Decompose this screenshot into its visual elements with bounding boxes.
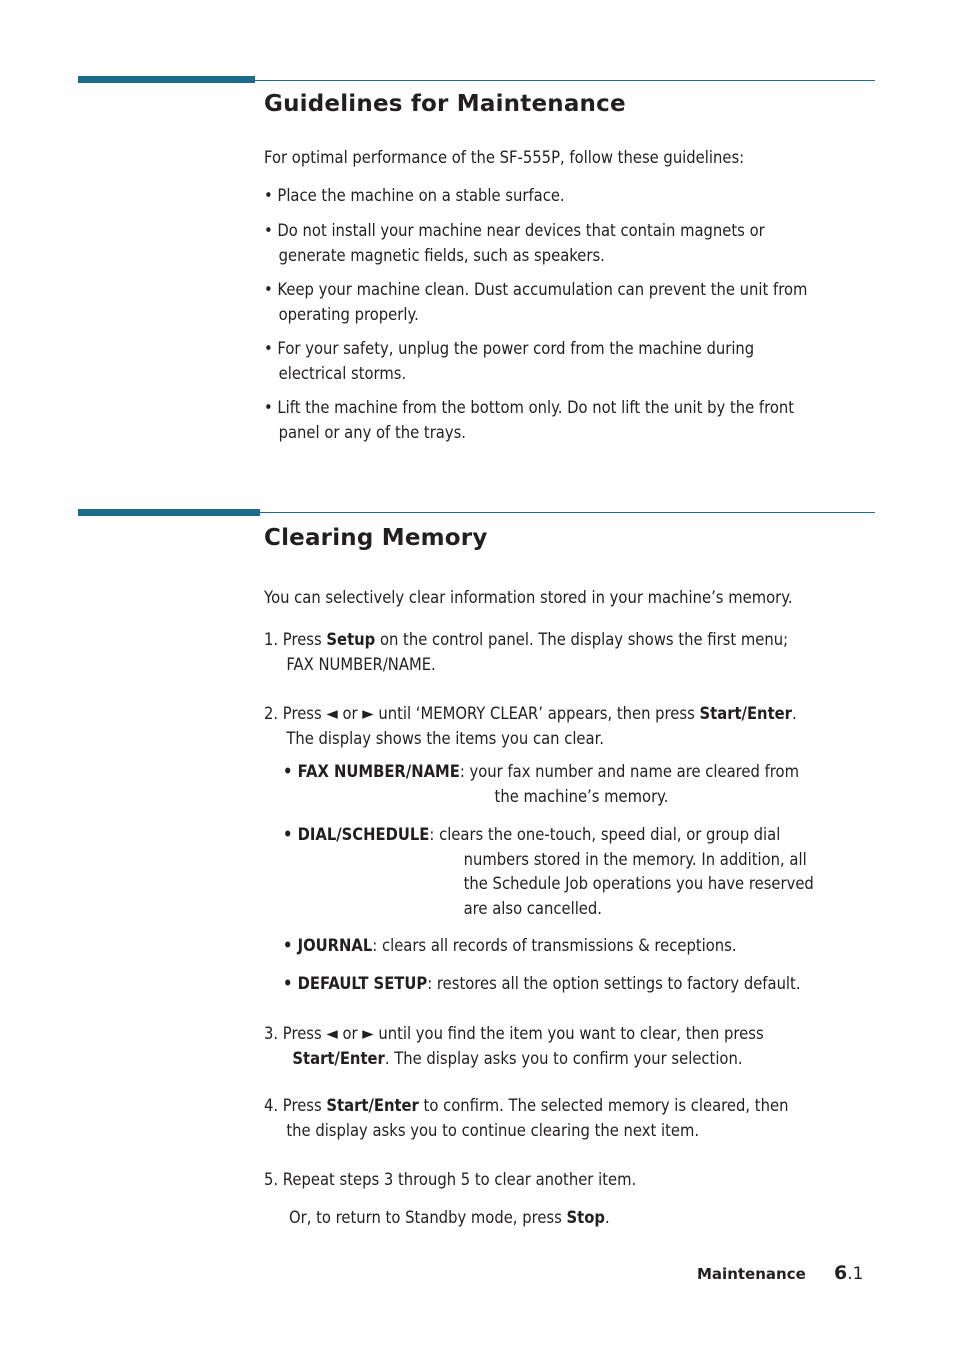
clear-item-journal: • JOURNAL: clears all records of transmissions & receptions. — [283, 936, 737, 956]
footer-chapter-label: Maintenance — [697, 1265, 806, 1283]
guideline-item-2: • Do not install your machine near devices that contain magnets or generate magnetic fields, such as speakers. — [264, 221, 765, 266]
clear-item-fax-number: • FAX NUMBER/NAME: your fax number and name are cleared from the machine’s memory. — [283, 762, 799, 807]
footer-page-number: 6.1 — [834, 1262, 864, 1284]
step-4: 4. Press Start/Enter to confirm. The selected memory is cleared, then the display asks you to continue clearing the next item. — [264, 1096, 789, 1141]
clear-item-dial-schedule: • DIAL/SCHEDULE: clears the one-touch, speed dial, or group dial numbers stored in the memory. In addition, all the Schedule Job operations you have reserved are also cancelled. — [283, 825, 814, 919]
guideline-item-1: • Place the machine on a stable surface. — [264, 186, 565, 206]
guideline-item-4: • For your safety, unplug the power cord from the machine during electrical storms. — [264, 339, 755, 384]
guidelines-intro: For optimal performance of the SF-555P, follow these guidelines: — [264, 148, 745, 168]
section-rule-thick-1 — [78, 76, 255, 83]
step-3: 3. Press ◄ or ► until you find the item you want to clear, then press Start/Enter. The display asks you to confirm your selection. — [264, 1024, 764, 1069]
section-title-clearing-memory: Clearing Memory — [264, 525, 488, 551]
step-1: 1. Press Setup on the control panel. The display shows the first menu; FAX NUMBER/NAME. — [264, 630, 789, 675]
section-rule-thick-2 — [78, 509, 260, 516]
guideline-item-5: • Lift the machine from the bottom only. Do not lift the unit by the front panel or any of the trays. — [264, 398, 795, 443]
section-title-guidelines: Guidelines for Maintenance — [264, 91, 626, 117]
clearing-intro: You can selectively clear information stored in your machine’s memory. — [264, 588, 793, 608]
step-5-standby: Or, to return to Standby mode, press Stop. — [289, 1208, 610, 1228]
guideline-item-3: • Keep your machine clean. Dust accumulation can prevent the unit from operating properly. — [264, 280, 808, 325]
step-5: 5. Repeat steps 3 through 5 to clear another item. — [264, 1170, 637, 1190]
step-2: 2. Press ◄ or ► until ‘MEMORY CLEAR’ appears, then press Start/Enter. The display shows the items you can clear. — [264, 704, 797, 749]
clear-item-default-setup: • DEFAULT SETUP: restores all the option settings to factory default. — [283, 974, 801, 994]
